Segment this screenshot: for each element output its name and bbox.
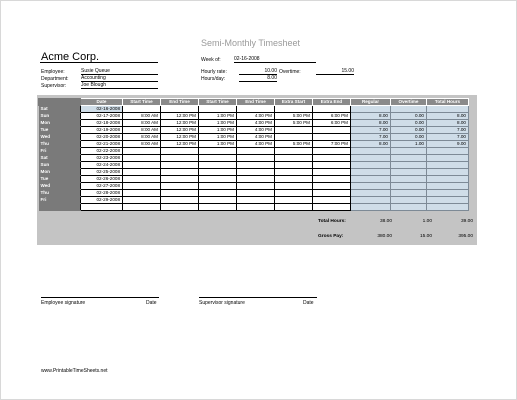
time-cell[interactable] xyxy=(123,155,161,162)
table-row xyxy=(39,155,469,162)
time-cell[interactable] xyxy=(123,169,161,176)
time-cell[interactable]: 7:00 PM xyxy=(313,141,351,148)
time-cell[interactable] xyxy=(199,197,237,204)
table-row xyxy=(39,204,469,211)
total-hours-cell xyxy=(427,197,469,204)
day-label: Sat xyxy=(39,106,81,113)
overtime-hours-cell: 0.00 xyxy=(391,120,427,127)
time-cell[interactable] xyxy=(199,169,237,176)
regular-hours-cell: 7.00 xyxy=(351,127,391,134)
time-cell[interactable] xyxy=(275,162,313,169)
hours-per-day-field[interactable]: 8.00 xyxy=(239,75,277,82)
total-hours-cell: 8.00 xyxy=(427,120,469,127)
day-label: Tue xyxy=(39,127,81,134)
supervisor-signature-label: Supervisor signature xyxy=(199,300,245,306)
time-cell[interactable] xyxy=(123,148,161,155)
overtime-hours-cell xyxy=(391,176,427,183)
regular-hours-cell: 8.00 xyxy=(351,141,391,148)
overtime-hours-cell: 0.00 xyxy=(391,127,427,134)
time-cell[interactable] xyxy=(123,162,161,169)
regular-hours-cell xyxy=(351,106,391,113)
table-row xyxy=(39,176,469,183)
time-cell[interactable]: 5:00 PM xyxy=(275,113,313,120)
total-hours-cell xyxy=(427,162,469,169)
time-cell[interactable] xyxy=(313,162,351,169)
column-header: Total Hours xyxy=(427,99,469,106)
time-cell[interactable] xyxy=(275,127,313,134)
table-row xyxy=(39,169,469,176)
day-label: Wed xyxy=(39,134,81,141)
time-cell[interactable]: 4:00 PM xyxy=(237,134,275,141)
regular-hours-cell: 7.00 xyxy=(351,134,391,141)
time-cell[interactable]: 5:00 PM xyxy=(275,141,313,148)
date-cell[interactable]: 02-25-2008 xyxy=(81,169,123,176)
supervisor-label: Supervisor: xyxy=(41,83,67,89)
hours-per-day-label: Hours/day: xyxy=(201,76,226,82)
day-label xyxy=(39,204,81,211)
time-cell[interactable]: 5:00 PM xyxy=(275,120,313,127)
overtime-hours-cell xyxy=(391,197,427,204)
time-cell[interactable] xyxy=(237,183,275,190)
time-cell[interactable]: 12:00 PM xyxy=(161,127,199,134)
date-cell[interactable]: 02-26-2008 xyxy=(81,176,123,183)
regular-hours-cell xyxy=(351,148,391,155)
total-hours-cell xyxy=(427,148,469,155)
day-label: Fri xyxy=(39,197,81,204)
time-cell[interactable]: 1:00 PM xyxy=(199,113,237,120)
time-cell[interactable] xyxy=(199,176,237,183)
time-cell[interactable] xyxy=(199,106,237,113)
time-cell[interactable] xyxy=(161,155,199,162)
time-cell[interactable] xyxy=(123,106,161,113)
department-label: Department: xyxy=(41,76,69,82)
supervisor-date-label: Date xyxy=(303,300,314,306)
table-row xyxy=(39,197,469,204)
date-cell[interactable]: 02-21-2008 xyxy=(81,141,123,148)
time-cell[interactable] xyxy=(199,190,237,197)
time-cell[interactable]: 4:00 PM xyxy=(237,127,275,134)
overtime-hours-cell xyxy=(391,190,427,197)
time-cell[interactable] xyxy=(161,162,199,169)
timesheet-table xyxy=(38,98,469,211)
table-header-row xyxy=(39,99,469,106)
time-cell[interactable]: 1:00 PM xyxy=(199,141,237,148)
time-cell[interactable] xyxy=(275,176,313,183)
time-cell[interactable] xyxy=(313,169,351,176)
overtime-hours-cell xyxy=(391,148,427,155)
time-cell[interactable] xyxy=(313,155,351,162)
day-label: Thu xyxy=(39,190,81,197)
department-field[interactable]: Accounting xyxy=(81,75,158,82)
time-cell[interactable]: 6:00 PM xyxy=(313,113,351,120)
column-header: Start Time xyxy=(123,99,161,106)
time-cell[interactable] xyxy=(123,190,161,197)
total-hours-cell: 8.00 xyxy=(427,113,469,120)
time-cell[interactable] xyxy=(161,190,199,197)
overtime-hours-cell: 1.00 xyxy=(391,141,427,148)
date-cell[interactable]: 02-29-2008 xyxy=(81,197,123,204)
time-cell[interactable] xyxy=(275,106,313,113)
time-cell[interactable]: 4:00 PM xyxy=(237,113,275,120)
table-row xyxy=(39,120,469,127)
table-row xyxy=(39,148,469,155)
total-hours-cell xyxy=(427,176,469,183)
time-cell[interactable] xyxy=(199,155,237,162)
time-cell[interactable] xyxy=(161,176,199,183)
time-cell[interactable] xyxy=(275,155,313,162)
time-cell[interactable] xyxy=(275,183,313,190)
time-cell[interactable]: 1:00 PM xyxy=(199,120,237,127)
time-cell[interactable] xyxy=(313,127,351,134)
time-cell[interactable] xyxy=(275,190,313,197)
time-cell[interactable]: 12:00 PM xyxy=(161,120,199,127)
time-cell[interactable] xyxy=(313,176,351,183)
day-label: Mon xyxy=(39,169,81,176)
time-cell[interactable] xyxy=(161,197,199,204)
column-header: Start Time xyxy=(199,99,237,106)
day-label: Sat xyxy=(39,155,81,162)
time-cell[interactable] xyxy=(275,169,313,176)
time-cell[interactable] xyxy=(161,148,199,155)
table-row xyxy=(39,190,469,197)
column-header: Regular xyxy=(351,99,391,106)
time-cell[interactable] xyxy=(199,204,237,211)
gross-pay-regular: 380.00 xyxy=(377,234,392,239)
time-cell[interactable]: 8:00 AM xyxy=(123,113,161,120)
employee-date-label: Date xyxy=(146,300,157,306)
time-cell[interactable] xyxy=(161,183,199,190)
time-cell[interactable] xyxy=(313,148,351,155)
regular-hours-cell xyxy=(351,197,391,204)
date-cell[interactable]: 02-19-2008 xyxy=(81,127,123,134)
time-cell[interactable] xyxy=(123,183,161,190)
table-row xyxy=(39,162,469,169)
date-cell[interactable]: 02-24-2008 xyxy=(81,162,123,169)
overtime-hours-cell xyxy=(391,155,427,162)
regular-hours-cell xyxy=(351,204,391,211)
column-header: Extra End xyxy=(313,99,351,106)
table-row xyxy=(39,106,469,113)
date-cell[interactable]: 02-20-2008 xyxy=(81,134,123,141)
employee-label: Employee: xyxy=(41,69,65,75)
date-cell[interactable]: 02-28-2008 xyxy=(81,190,123,197)
total-hours-cell xyxy=(427,106,469,113)
week-of-label: Week of: xyxy=(201,57,221,63)
total-hours-cell xyxy=(427,190,469,197)
time-cell[interactable] xyxy=(123,197,161,204)
total-hours-cell: 7.00 xyxy=(427,127,469,134)
time-cell[interactable]: 12:00 PM xyxy=(161,141,199,148)
time-cell[interactable]: 8:00 AM xyxy=(123,141,161,148)
day-column-header xyxy=(39,99,81,106)
column-header: End Time xyxy=(237,99,275,106)
total-hours-sum: 39.00 xyxy=(460,219,473,224)
time-cell[interactable] xyxy=(313,134,351,141)
table-row xyxy=(39,113,469,120)
overtime-hours-cell: 0.00 xyxy=(391,134,427,141)
regular-hours-cell: 8.00 xyxy=(351,113,391,120)
time-cell[interactable] xyxy=(275,134,313,141)
overtime-hours-cell: 0.00 xyxy=(391,113,427,120)
time-cell[interactable] xyxy=(313,190,351,197)
day-label: Tue xyxy=(39,176,81,183)
supervisor-signature-line[interactable] xyxy=(199,297,317,298)
time-cell[interactable] xyxy=(313,204,351,211)
time-cell[interactable] xyxy=(237,106,275,113)
time-cell[interactable] xyxy=(123,204,161,211)
time-cell[interactable]: 4:00 PM xyxy=(237,141,275,148)
day-label: Thu xyxy=(39,141,81,148)
total-hours-label: Total Hours: xyxy=(318,219,346,224)
time-cell[interactable]: 8:00 AM xyxy=(123,120,161,127)
day-label: Mon xyxy=(39,120,81,127)
column-header: Overtime xyxy=(391,99,427,106)
regular-hours-cell xyxy=(351,155,391,162)
time-cell[interactable] xyxy=(237,190,275,197)
time-cell[interactable] xyxy=(237,162,275,169)
time-cell[interactable] xyxy=(161,204,199,211)
document-title: Semi-Monthly Timesheet xyxy=(201,38,301,48)
footer-website: www.PrintableTimeSheets.net xyxy=(41,368,108,374)
day-label: Sun xyxy=(39,113,81,120)
total-hours-cell xyxy=(427,155,469,162)
regular-hours-cell xyxy=(351,190,391,197)
overtime-rate-field[interactable]: 15.00 xyxy=(316,68,354,75)
total-hours-cell xyxy=(427,169,469,176)
date-cell[interactable]: 02-27-2008 xyxy=(81,183,123,190)
time-cell[interactable] xyxy=(237,176,275,183)
day-label: Wed xyxy=(39,183,81,190)
time-cell[interactable] xyxy=(275,148,313,155)
table-row xyxy=(39,127,469,134)
time-cell[interactable] xyxy=(237,197,275,204)
date-cell[interactable]: 02-23-2008 xyxy=(81,155,123,162)
regular-hours-cell xyxy=(351,162,391,169)
company-underline xyxy=(40,62,158,63)
total-hours-cell: 9.00 xyxy=(427,141,469,148)
column-header: Extra Start xyxy=(275,99,313,106)
date-cell[interactable]: 02-17-2008 xyxy=(81,113,123,120)
day-label: Sun xyxy=(39,162,81,169)
overtime-hours-cell xyxy=(391,183,427,190)
company-name: Acme Corp. xyxy=(41,51,100,63)
table-row xyxy=(39,134,469,141)
overtime-hours-cell xyxy=(391,106,427,113)
employee-field[interactable]: Susie Queue xyxy=(81,68,158,75)
time-cell[interactable]: 1:00 PM xyxy=(199,127,237,134)
overtime-hours-cell xyxy=(391,162,427,169)
total-hours-cell xyxy=(427,183,469,190)
date-cell[interactable] xyxy=(81,204,123,211)
total-regular-hours: 38.00 xyxy=(379,219,392,224)
time-cell[interactable] xyxy=(275,197,313,204)
total-overtime-hours: 1.00 xyxy=(422,219,432,224)
time-cell[interactable] xyxy=(237,155,275,162)
total-hours-cell: 7.00 xyxy=(427,134,469,141)
overtime-hours-cell xyxy=(391,204,427,211)
time-cell[interactable] xyxy=(313,197,351,204)
time-cell[interactable] xyxy=(199,183,237,190)
regular-hours-cell: 8.00 xyxy=(351,120,391,127)
gross-pay-total: 395.00 xyxy=(458,234,473,239)
day-label: Fri xyxy=(39,148,81,155)
gross-pay-label: Gross Pay: xyxy=(318,234,344,239)
table-row xyxy=(39,141,469,148)
time-cell[interactable] xyxy=(237,148,275,155)
total-hours-cell xyxy=(427,204,469,211)
time-cell[interactable]: 8:00 AM xyxy=(123,127,161,134)
date-cell[interactable]: 02-16-2008 xyxy=(81,106,123,113)
time-cell[interactable] xyxy=(123,176,161,183)
supervisor-field[interactable]: Joe Blough xyxy=(81,82,158,89)
time-cell[interactable] xyxy=(313,183,351,190)
regular-hours-cell xyxy=(351,169,391,176)
overtime-rate-label: Overtime: xyxy=(279,69,301,75)
time-cell[interactable]: 6:00 PM xyxy=(313,120,351,127)
date-cell[interactable]: 02-18-2008 xyxy=(81,120,123,127)
time-cell[interactable] xyxy=(275,204,313,211)
table-row xyxy=(39,183,469,190)
gross-pay-overtime: 15.00 xyxy=(419,234,432,239)
column-header: End Time xyxy=(161,99,199,106)
week-of-field[interactable]: 02-16-2008 xyxy=(234,56,316,63)
regular-hours-cell xyxy=(351,183,391,190)
overtime-hours-cell xyxy=(391,169,427,176)
column-header: Date xyxy=(81,99,123,106)
time-cell[interactable] xyxy=(237,204,275,211)
time-cell[interactable]: 12:00 PM xyxy=(161,113,199,120)
time-cell[interactable] xyxy=(237,169,275,176)
date-cell[interactable]: 02-22-2008 xyxy=(81,148,123,155)
time-cell[interactable]: 8:00 AM xyxy=(123,134,161,141)
employee-signature-label: Employee signature xyxy=(41,300,86,306)
time-cell[interactable]: 1:00 PM xyxy=(199,134,237,141)
time-cell[interactable] xyxy=(161,169,199,176)
time-cell[interactable] xyxy=(199,162,237,169)
hourly-rate-field[interactable]: 10.00 xyxy=(239,68,277,75)
time-cell[interactable] xyxy=(161,106,199,113)
regular-hours-cell xyxy=(351,176,391,183)
time-cell[interactable]: 12:00 PM xyxy=(161,134,199,141)
time-cell[interactable]: 4:00 PM xyxy=(237,120,275,127)
hourly-rate-label: Hourly rate: xyxy=(201,69,227,75)
time-cell[interactable] xyxy=(199,148,237,155)
employee-signature-line[interactable] xyxy=(41,297,159,298)
time-cell[interactable] xyxy=(313,106,351,113)
